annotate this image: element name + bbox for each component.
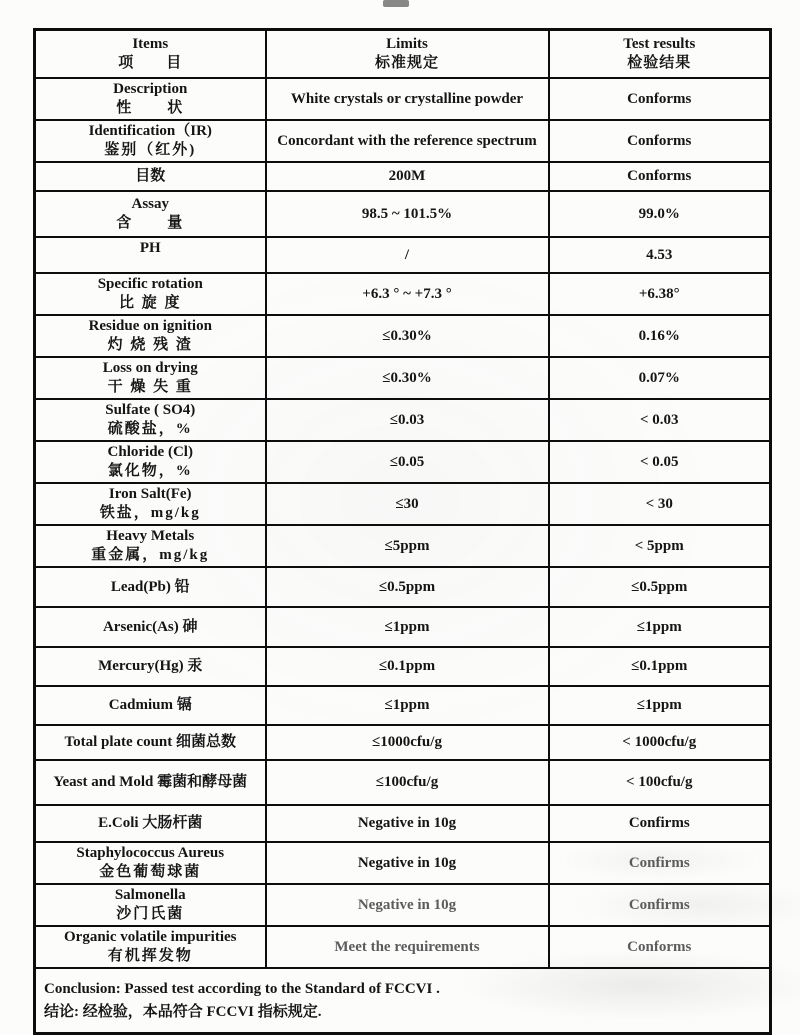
item-label-zh: 硫酸盐，% [107, 421, 193, 437]
table-header [35, 30, 771, 79]
table-row [35, 607, 771, 647]
item-label-en: PH [139, 240, 161, 256]
item-label-en: Assay [131, 196, 169, 212]
item-cell [35, 357, 266, 399]
item-cell [35, 842, 266, 884]
result-cell: 0.07% [549, 357, 771, 399]
result-cell: 0.16% [549, 315, 771, 357]
item-label-zh: 比 旋 度 [118, 295, 182, 311]
conclusion-text-en: Conclusion: Passed test according to the Standard of FCCVI . [44, 980, 440, 997]
item-label-en: 目数 [135, 168, 166, 184]
limit-cell: / [266, 237, 549, 273]
result-cell: Conforms [549, 78, 771, 120]
item-label-en: Chloride (Cl) [107, 444, 193, 460]
table-row [35, 926, 771, 968]
result-cell: ≤1ppm [549, 686, 771, 725]
item-cell [35, 686, 266, 725]
table-row [35, 315, 771, 357]
item-label-zh: 沙门氏菌 [116, 906, 185, 922]
item-label-en: Arsenic(As) 砷 [102, 618, 198, 635]
header-limits [266, 30, 549, 79]
result-cell: +6.38° [549, 273, 771, 315]
limit-cell: ≤0.5ppm [266, 567, 549, 607]
item-label-en: Yeast and Mold 霉菌和酵母菌 [53, 774, 248, 790]
item-cell [35, 607, 266, 647]
result-cell: Conforms [549, 162, 771, 191]
result-cell: < 5ppm [549, 525, 771, 567]
item-cell [35, 647, 266, 686]
item-cell [35, 926, 266, 968]
limit-cell: ≤30 [266, 483, 549, 525]
limit-cell: ≤0.03 [266, 399, 549, 441]
table-row [35, 237, 771, 273]
item-label-zh: 氯化物，% [107, 463, 193, 479]
limit-cell: ≤0.30% [266, 357, 549, 399]
result-cell: 99.0% [549, 191, 771, 237]
item-label-en: Organic volatile impurities [64, 929, 237, 945]
item-label-en: Mercury(Hg) 汞 [98, 658, 203, 674]
result-cell: < 30 [549, 483, 771, 525]
item-label-zh: 性 状 [116, 100, 185, 116]
header-items-zh: 项 目 [118, 55, 183, 71]
item-label-en: E.Coli 大肠杆菌 [98, 815, 203, 831]
limit-cell: +6.3 ° ~ +7.3 ° [266, 273, 549, 315]
item-cell [35, 315, 266, 357]
table-row [35, 191, 771, 237]
limit-cell: ≤0.30% [266, 315, 549, 357]
limit-cell: ≤5ppm [266, 525, 549, 567]
limit-cell: ≤1ppm [266, 686, 549, 725]
item-label-zh: 灼 烧 残 渣 [107, 337, 193, 353]
limit-cell: 200M [266, 162, 549, 191]
limit-cell: ≤0.1ppm [266, 647, 549, 686]
item-cell [35, 760, 266, 805]
table-row [35, 399, 771, 441]
table-row [35, 441, 771, 483]
item-cell [35, 273, 266, 315]
table-row [35, 78, 771, 120]
item-label-en: Staphylococcus Aureus [76, 845, 225, 861]
item-label-en: Total plate count 细菌总数 [64, 734, 237, 750]
item-cell [35, 399, 266, 441]
table-row [35, 357, 771, 399]
item-label-en: Lead(Pb) 铅 [110, 578, 190, 595]
item-cell [35, 567, 266, 607]
table-row [35, 805, 771, 842]
item-cell [35, 884, 266, 926]
table-row [35, 842, 771, 884]
table-row [35, 647, 771, 686]
result-cell: < 100cfu/g [549, 760, 771, 805]
result-cell: < 0.03 [549, 399, 771, 441]
table-row [35, 760, 771, 805]
limit-cell: White crystals or crystalline powder [266, 78, 549, 120]
limit-cell: ≤0.05 [266, 441, 549, 483]
item-cell [35, 78, 266, 120]
item-cell [35, 483, 266, 525]
item-label-en: Sulfate ( SO4) [105, 402, 196, 418]
table-row [35, 120, 771, 162]
item-label-en: Cadmium 镉 [108, 697, 192, 713]
item-label-en: Loss on drying [102, 360, 198, 376]
limit-cell: Negative in 10g [266, 884, 549, 926]
limit-cell: Concordant with the reference spectrum [266, 120, 549, 162]
result-cell: Confirms [549, 805, 771, 842]
header-items-en: Items [132, 36, 169, 52]
item-label-en: Heavy Metals [106, 528, 195, 544]
header-results-en: Test results [623, 36, 696, 52]
item-cell [35, 441, 266, 483]
limit-cell: Negative in 10g [266, 805, 549, 842]
limit-cell: ≤1ppm [266, 607, 549, 647]
item-label-zh: 含 量 [116, 215, 185, 231]
result-cell: ≤0.1ppm [549, 647, 771, 686]
table-row [35, 686, 771, 725]
conclusion-text-zh: 结论: 经检验，本品符合 FCCVI 指标规定. [44, 1003, 322, 1020]
result-cell: Confirms [549, 842, 771, 884]
item-label-en: Iron Salt(Fe) [108, 486, 192, 502]
result-cell: Conforms [549, 926, 771, 968]
item-label-en: Identification（IR) [88, 123, 212, 139]
result-cell: 4.53 [549, 237, 771, 273]
item-label-en: Salmonella [114, 887, 186, 903]
header-results [549, 30, 771, 79]
header-row [35, 30, 771, 79]
item-label-zh: 重金属，mg/kg [91, 547, 210, 563]
item-label-zh: 有机挥发物 [107, 948, 193, 964]
result-cell: ≤0.5ppm [549, 567, 771, 607]
item-label-en: Specific rotation [97, 276, 203, 292]
table-footer [35, 968, 771, 1034]
table-body [35, 78, 771, 968]
conclusion-row [35, 968, 771, 1034]
item-cell [35, 120, 266, 162]
item-label-zh: 金色葡萄球菌 [99, 864, 202, 880]
result-cell: < 0.05 [549, 441, 771, 483]
item-cell [35, 191, 266, 237]
item-label-en: Description [113, 81, 188, 97]
table-row [35, 725, 771, 760]
result-cell: < 1000cfu/g [549, 725, 771, 760]
result-cell: Confirms [549, 884, 771, 926]
limit-cell: ≤1000cfu/g [266, 725, 549, 760]
header-items [35, 30, 266, 79]
table-row [35, 162, 771, 191]
item-cell [35, 162, 266, 191]
header-limits-en: Limits [386, 36, 428, 52]
coa-table [33, 28, 772, 1035]
item-label-zh: 铁盐，mg/kg [99, 505, 201, 521]
table-row [35, 483, 771, 525]
item-cell [35, 237, 266, 273]
item-label-zh: 鉴别（红外) [104, 142, 197, 158]
limit-cell: 98.5 ~ 101.5% [266, 191, 549, 237]
table-row [35, 884, 771, 926]
limit-cell: ≤100cfu/g [266, 760, 549, 805]
result-cell: ≤1ppm [549, 607, 771, 647]
limit-cell: Meet the requirements [266, 926, 549, 968]
scan-artifact [383, 0, 409, 7]
item-cell [35, 805, 266, 842]
item-label-en: Residue on ignition [88, 318, 212, 334]
limit-cell: Negative in 10g [266, 842, 549, 884]
header-limits-zh: 标准规定 [374, 55, 439, 71]
header-results-zh: 检验结果 [627, 55, 692, 71]
item-cell [35, 525, 266, 567]
result-cell: Conforms [549, 120, 771, 162]
table-row [35, 525, 771, 567]
conclusion-cell [35, 968, 771, 1034]
table-row [35, 273, 771, 315]
table-row [35, 567, 771, 607]
item-label-zh: 干 燥 失 重 [107, 379, 193, 395]
item-cell [35, 725, 266, 760]
